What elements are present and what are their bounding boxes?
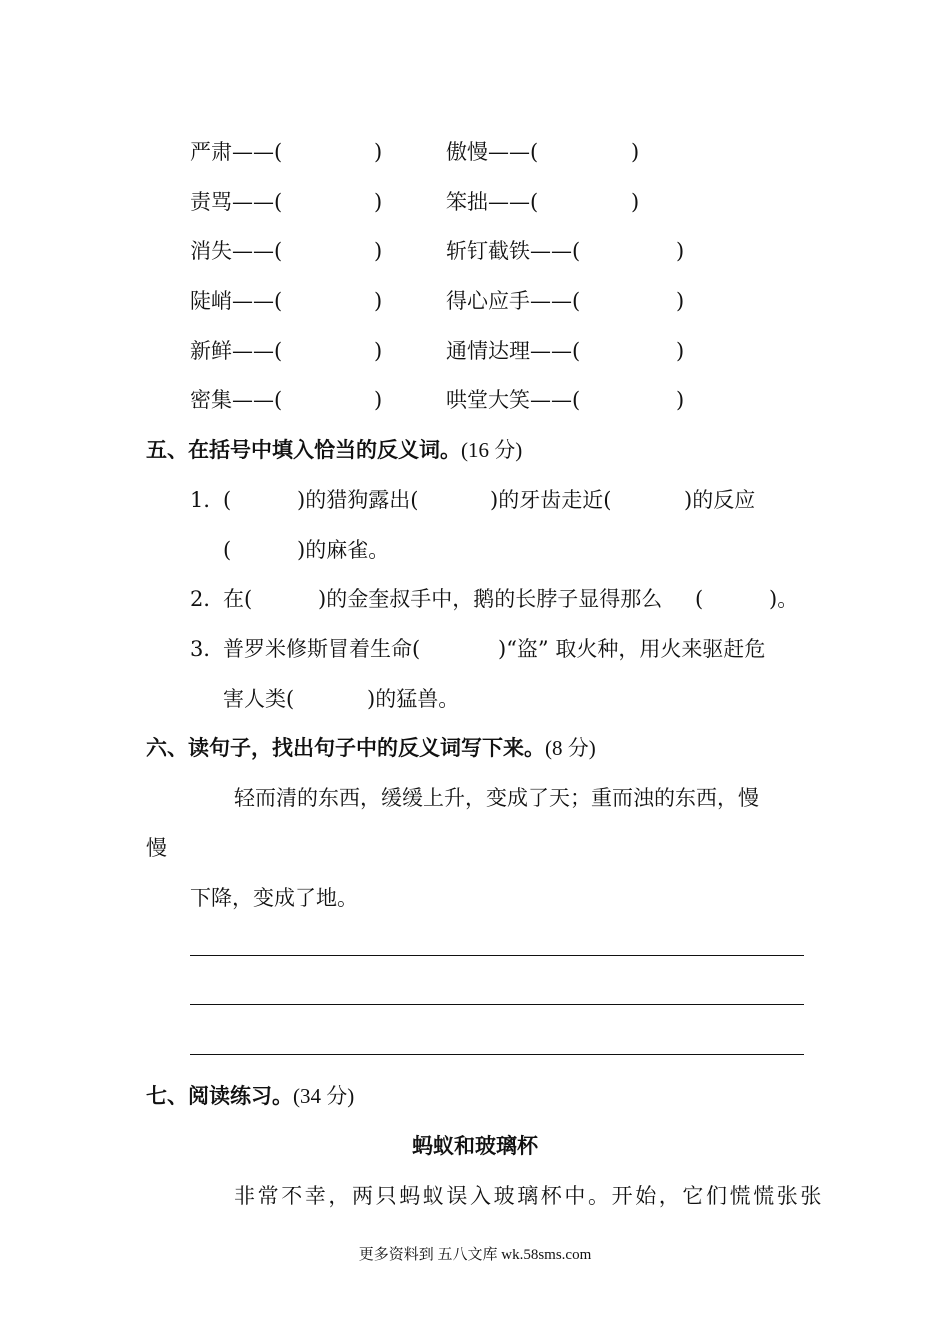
section-5-score: (16 分) bbox=[461, 438, 523, 462]
story-paragraph-line: 非常不幸，两只蚂蚁误入玻璃杯中。开始，它们慌慌张张 bbox=[234, 1184, 824, 1208]
pair-right-close: ) bbox=[676, 239, 685, 263]
pair-right-close: ) bbox=[676, 388, 685, 412]
section-7-heading bbox=[146, 1081, 354, 1111]
pair-right-label: 得心应手——( bbox=[446, 289, 581, 313]
story-title: 蚂蚁和玻璃杯 bbox=[412, 1134, 538, 1158]
pair-left-label: 消失——( bbox=[190, 239, 283, 263]
pair-left-label: 陡峭——( bbox=[190, 289, 283, 313]
pair-left-close: ) bbox=[374, 190, 383, 214]
question-number: 3． bbox=[190, 637, 225, 661]
section-6-sentence-line-2: 慢 bbox=[146, 836, 167, 860]
question-text: )的猎狗露出( bbox=[297, 488, 419, 512]
section-7-score: (34 分) bbox=[293, 1084, 355, 1108]
pair-right-label: 傲慢——( bbox=[446, 140, 539, 164]
answer-line bbox=[190, 955, 804, 956]
question-text: )的牙齿走近( bbox=[490, 488, 612, 512]
pair-right-close: ) bbox=[676, 289, 685, 313]
pair-left-label: 严肃——( bbox=[190, 140, 283, 164]
pair-left-label: 责骂——( bbox=[190, 190, 283, 214]
section-5-title: 五、在括号中填入恰当的反义词。 bbox=[146, 438, 461, 462]
question-text: )的麻雀。 bbox=[297, 538, 390, 562]
question-text: )“盗” 取火种，用火来驱赶危 bbox=[498, 637, 766, 661]
pair-left-close: ) bbox=[374, 289, 383, 313]
pair-right-label: 斩钉截铁——( bbox=[446, 239, 581, 263]
answer-line bbox=[190, 1054, 804, 1055]
question-text: )的反应 bbox=[684, 488, 756, 512]
question-number: 2． bbox=[190, 587, 225, 611]
page-footer: 更多资料到 五八文库 wk.58sms.com bbox=[358, 1247, 592, 1263]
blank-open: ( bbox=[223, 488, 232, 512]
pair-right-label: 笨拙——( bbox=[446, 190, 539, 214]
question-number: 1． bbox=[190, 488, 225, 512]
blank-open: ( bbox=[695, 587, 704, 611]
question-text: 普罗米修斯冒着生命( bbox=[223, 637, 421, 661]
question-text: 害人类( bbox=[223, 687, 295, 711]
answer-line bbox=[190, 1004, 804, 1005]
question-text: )的金奎叔手中，鹅的长脖子显得那么 bbox=[318, 587, 663, 611]
question-text: )的猛兽。 bbox=[367, 687, 460, 711]
pair-right-label: 哄堂大笑——( bbox=[446, 388, 581, 412]
section-5-heading bbox=[146, 435, 522, 465]
section-7-title: 七、阅读练习。 bbox=[146, 1084, 293, 1108]
pair-left-close: ) bbox=[374, 140, 383, 164]
pair-left-close: ) bbox=[374, 239, 383, 263]
pair-left-label: 密集——( bbox=[190, 388, 283, 412]
blank-open: ( bbox=[223, 538, 232, 562]
pair-left-close: ) bbox=[374, 339, 383, 363]
section-6-heading bbox=[146, 733, 596, 763]
section-6-score: (8 分) bbox=[545, 736, 596, 760]
pair-right-close: ) bbox=[631, 190, 640, 214]
section-6-sentence-line-1: 轻而清的东西，缓缓上升，变成了天；重而浊的东西，慢 bbox=[234, 786, 759, 810]
question-text: 在( bbox=[223, 587, 253, 611]
section-6-title: 六、读句子，找出句子中的反义词写下来。 bbox=[146, 736, 545, 760]
section-6-sentence-line-3: 下降，变成了地。 bbox=[190, 886, 358, 910]
question-text: )。 bbox=[769, 587, 799, 611]
pair-right-close: ) bbox=[676, 339, 685, 363]
pair-right-close: ) bbox=[631, 140, 640, 164]
pair-left-close: ) bbox=[374, 388, 383, 412]
pair-left-label: 新鲜——( bbox=[190, 339, 283, 363]
pair-right-label: 通情达理——( bbox=[446, 339, 581, 363]
